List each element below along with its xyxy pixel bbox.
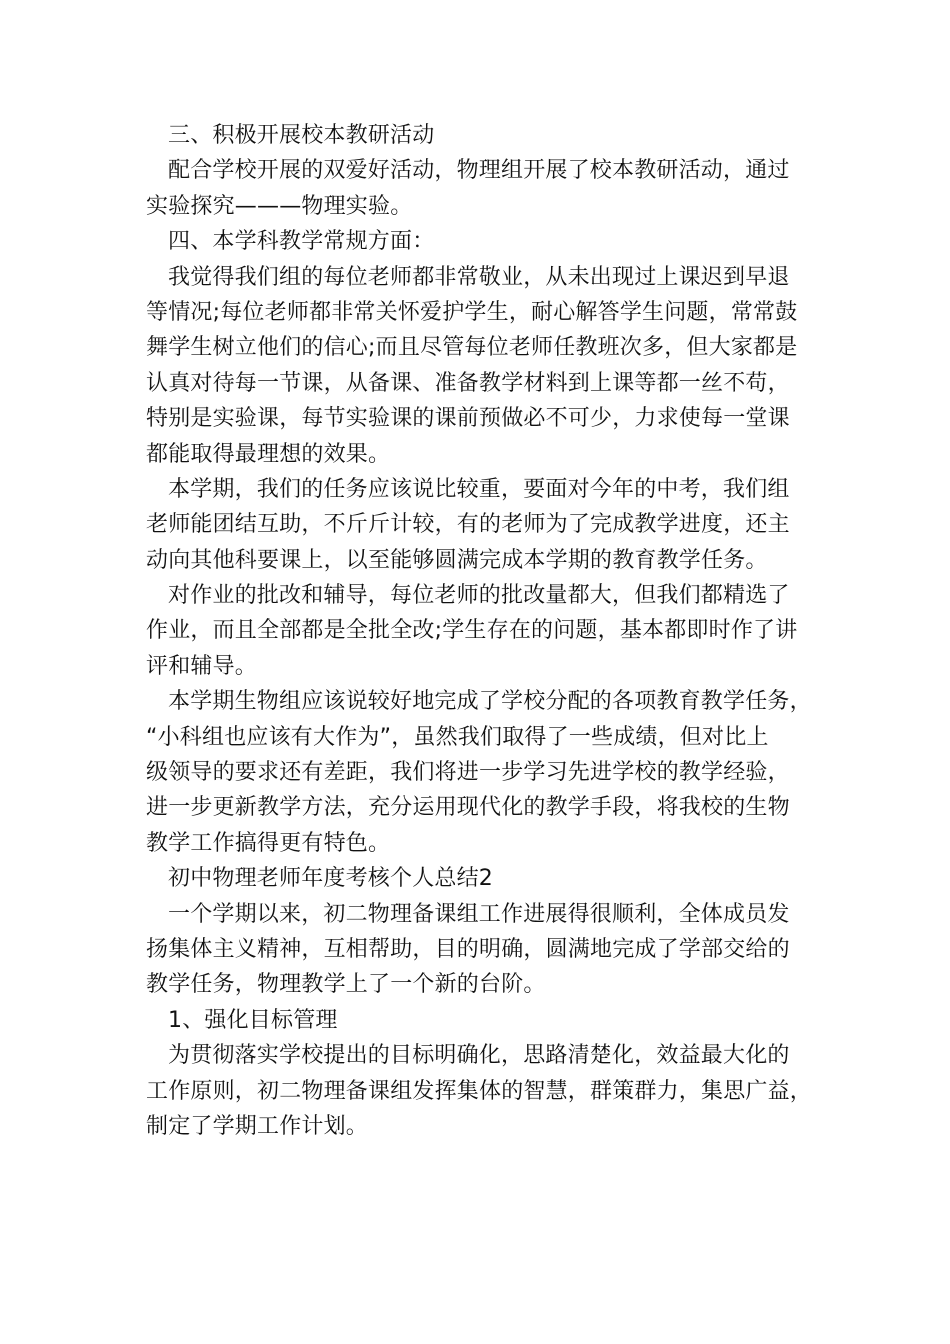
document-title: 初中物理老师年度考核个人总结2 [168, 866, 493, 892]
paragraph-line: 本学期，我们的任务应该说比较重，要面对今年的中考，我们组 [168, 476, 790, 502]
paragraph-line: 动向其他科要课上，以至能够圆满完成本学期的教育教学任务。 [146, 547, 768, 573]
paragraph-line: 我觉得我们组的每位老师都非常敬业，从未出现过上课迟到早退 [168, 264, 790, 290]
paragraph-line: 本学期生物组应该说较好地完成了学校分配的各项教育教学任务， [168, 689, 812, 715]
section-heading: 1、强化目标管理 [168, 1007, 338, 1033]
document-body [146, 118, 826, 1144]
paragraph-line: 等情况;每位老师都非常关怀爱护学生，耐心解答学生问题，常常鼓 [146, 299, 798, 325]
paragraph-line: 特别是实验课，每节实验课的课前预做必不可少，力求使每一堂课 [146, 406, 790, 432]
paragraph-line: 教学工作搞得更有特色。 [146, 830, 391, 856]
paragraph-line: 实验探究———物理实验。 [146, 193, 413, 219]
paragraph-line: 级领导的要求还有差距，我们将进一步学习先进学校的教学经验， [146, 760, 790, 786]
paragraph-line: 老师能团结互助，不斤斤计较，有的老师为了完成教学进度，还主 [146, 512, 790, 538]
paragraph-line: 评和辅导。 [146, 653, 258, 679]
paragraph-line: “小科组也应该有大作为”，虽然我们取得了一些成绩，但对比上 [146, 724, 769, 750]
paragraph-line: 都能取得最理想的效果。 [146, 441, 391, 467]
paragraph-line: 教学任务，物理教学上了一个新的台阶。 [146, 972, 546, 998]
paragraph-line: 配合学校开展的双爱好活动，物理组开展了校本教研活动，通过 [168, 158, 790, 184]
paragraph-line: 作业，而且全部都是全批全改;学生存在的问题，基本都即时作了讲 [146, 618, 798, 644]
paragraph-line: 对作业的批改和辅导，每位老师的批改量都大，但我们都精选了 [168, 583, 790, 609]
paragraph-line: 制定了学期工作计划。 [146, 1113, 369, 1139]
paragraph-line: 扬集体主义精神，互相帮助，目的明确，圆满地完成了学部交给的 [146, 936, 790, 962]
section-heading: 四、本学科教学常规方面： [168, 229, 435, 255]
paragraph-line: 为贯彻落实学校提出的目标明确化，思路清楚化，效益最大化的 [168, 1043, 790, 1069]
paragraph-line: 进一步更新教学方法，充分运用现代化的教学手段，将我校的生物 [146, 795, 790, 821]
paragraph-line: 工作原则，初二物理备课组发挥集体的智慧，群策群力，集思广益， [146, 1078, 813, 1104]
paragraph-line: 认真对待每一节课，从备课、准备教学材料到上课等都一丝不苟， [146, 370, 790, 396]
paragraph-line: 一个学期以来，初二物理备课组工作进展得很顺利，全体成员发 [168, 901, 790, 927]
section-heading: 三、积极开展校本教研活动 [168, 123, 435, 148]
paragraph-line: 舞学生树立他们的信心;而且尽管每位老师任教班次多，但大家都是 [146, 335, 798, 361]
